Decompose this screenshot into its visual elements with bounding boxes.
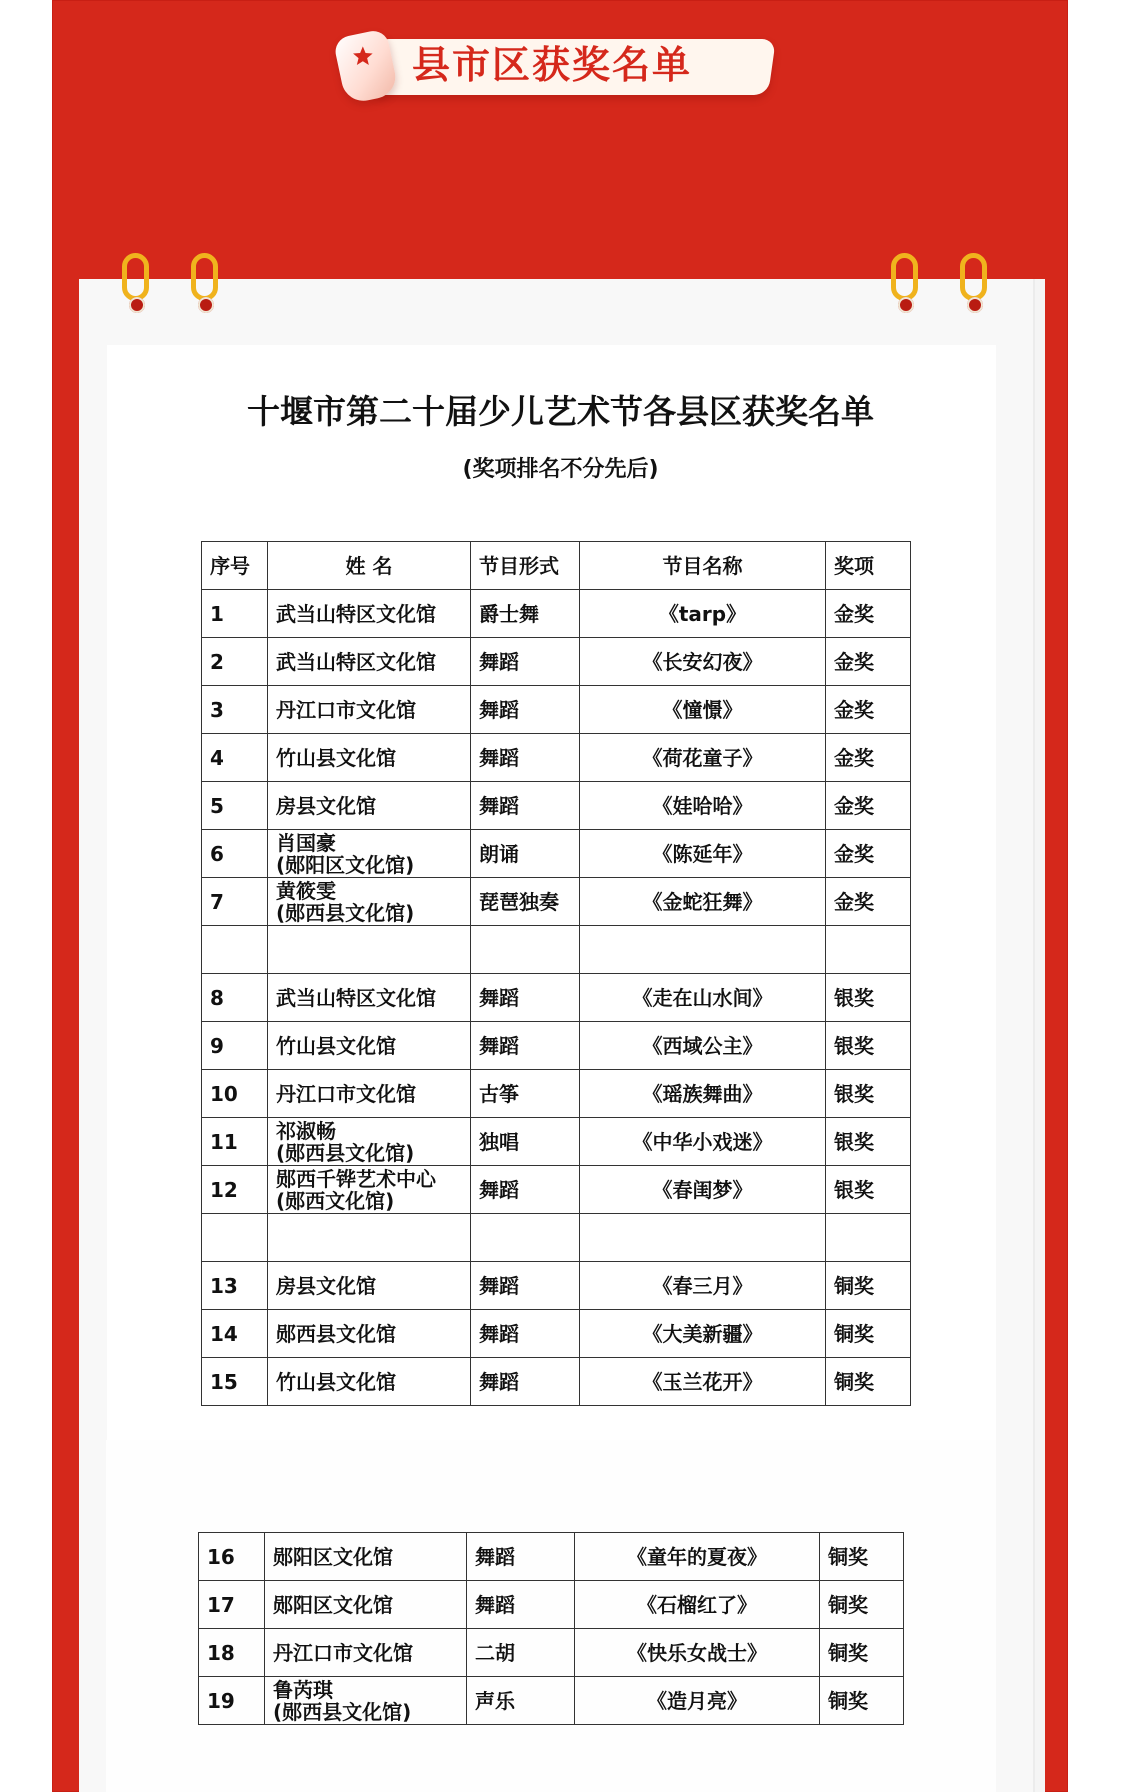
row-form: 舞蹈 (471, 974, 580, 1022)
binder-ring-right-1 (888, 253, 924, 311)
row-index: 2 (202, 638, 268, 686)
row-name: 郧西县文化馆 (268, 1310, 471, 1358)
row-name: 房县文化馆 (268, 1262, 471, 1310)
row-program: 《陈延年》 (580, 830, 826, 878)
row-award: 金奖 (826, 734, 911, 782)
table-row (202, 926, 911, 974)
row-form: 舞蹈 (471, 1310, 580, 1358)
row-index: 11 (202, 1118, 268, 1166)
row-index: 3 (202, 686, 268, 734)
row-name (268, 926, 471, 974)
row-form: 爵士舞 (471, 590, 580, 638)
table-row (202, 1022, 911, 1070)
row-award: 铜奖 (826, 1358, 911, 1406)
row-name: 竹山县文化馆 (268, 734, 471, 782)
ring-hole (129, 297, 145, 313)
row-name: 丹江口市文化馆 (268, 1070, 471, 1118)
row-form: 舞蹈 (471, 1022, 580, 1070)
row-program: 《tarp》 (580, 590, 826, 638)
row-program (580, 926, 826, 974)
header-index: 序号 (202, 542, 268, 590)
row-name: 武当山特区文化馆 (268, 638, 471, 686)
section-banner (339, 33, 776, 100)
table-row (202, 1214, 911, 1262)
row-form: 琵琶独奏 (471, 878, 580, 926)
row-name: 武当山特区文化馆 (268, 590, 471, 638)
row-form: 朗诵 (471, 830, 580, 878)
document-subtitle: (奖项排名不分先后) (462, 457, 659, 482)
row-name: 丹江口市文化馆 (268, 686, 471, 734)
table-row (202, 1118, 911, 1166)
document-title: 十堰市第二十届少儿艺术节各县区获奖名单 (247, 392, 874, 431)
table-row (202, 830, 911, 878)
row-program: 《中华小戏迷》 (580, 1118, 826, 1166)
row-index: 15 (202, 1358, 268, 1406)
row-index: 10 (202, 1070, 268, 1118)
row-award: 银奖 (826, 1022, 911, 1070)
row-award (826, 1214, 911, 1262)
header-program: 节目名称 (580, 542, 826, 590)
row-award: 金奖 (826, 686, 911, 734)
row-name: 郧阳区文化馆 (265, 1581, 467, 1629)
row-index: 19 (199, 1677, 265, 1725)
row-index: 1 (202, 590, 268, 638)
row-form: 舞蹈 (471, 686, 580, 734)
row-name: 祁淑畅 (郧西县文化馆) (268, 1118, 471, 1166)
binder-ring-left-2 (188, 253, 224, 311)
table-row (202, 1262, 911, 1310)
row-program: 《造月亮》 (575, 1677, 820, 1725)
row-program: 《金蛇狂舞》 (580, 878, 826, 926)
row-award: 银奖 (826, 1118, 911, 1166)
row-award: 银奖 (826, 974, 911, 1022)
row-form: 声乐 (467, 1677, 575, 1725)
row-form: 舞蹈 (467, 1581, 575, 1629)
row-form: 舞蹈 (471, 638, 580, 686)
header-name: 姓 名 (268, 542, 471, 590)
row-form: 独唱 (471, 1118, 580, 1166)
award-table-main (201, 541, 911, 1406)
ring-loop (191, 253, 218, 301)
row-name: 房县文化馆 (268, 782, 471, 830)
table-row (202, 1070, 911, 1118)
table-row (202, 1358, 911, 1406)
row-index (202, 1214, 268, 1262)
row-name: 郧西千铧艺术中心 (郧西文化馆) (268, 1166, 471, 1214)
row-award: 金奖 (826, 782, 911, 830)
row-award: 铜奖 (820, 1629, 904, 1677)
row-name: 丹江口市文化馆 (265, 1629, 467, 1677)
row-name: 郧阳区文化馆 (265, 1533, 467, 1581)
table-row (199, 1581, 904, 1629)
ring-loop (960, 253, 987, 301)
row-program: 《长安幻夜》 (580, 638, 826, 686)
binder-ring-left-1 (119, 253, 155, 311)
table-row (199, 1677, 904, 1725)
row-award: 铜奖 (820, 1533, 904, 1581)
row-name (268, 1214, 471, 1262)
row-program: 《西域公主》 (580, 1022, 826, 1070)
row-index: 8 (202, 974, 268, 1022)
row-program: 《荷花童子》 (580, 734, 826, 782)
table-row (202, 1166, 911, 1214)
row-award: 铜奖 (820, 1677, 904, 1725)
table-row (202, 590, 911, 638)
row-program: 《憧憬》 (580, 686, 826, 734)
ring-hole (898, 297, 914, 313)
row-award: 银奖 (826, 1070, 911, 1118)
row-index: 16 (199, 1533, 265, 1581)
table-row (202, 686, 911, 734)
star-icon (351, 44, 375, 68)
row-award: 金奖 (826, 590, 911, 638)
row-index: 13 (202, 1262, 268, 1310)
row-award: 银奖 (826, 1166, 911, 1214)
table-row (199, 1629, 904, 1677)
row-index (202, 926, 268, 974)
row-award: 铜奖 (820, 1581, 904, 1629)
ring-hole (198, 297, 214, 313)
row-form (471, 926, 580, 974)
row-form: 古筝 (471, 1070, 580, 1118)
row-index: 5 (202, 782, 268, 830)
table-row (202, 878, 911, 926)
row-name: 鲁芮琪 (郧西县文化馆) (265, 1677, 467, 1725)
row-form: 舞蹈 (467, 1533, 575, 1581)
row-form: 舞蹈 (471, 1358, 580, 1406)
row-index: 17 (199, 1581, 265, 1629)
table-row (202, 734, 911, 782)
table-row (199, 1533, 904, 1581)
award-table-continued (198, 1532, 904, 1725)
banner-title: 县市区获奖名单 (412, 43, 693, 87)
table-header-row (202, 542, 911, 590)
row-award: 金奖 (826, 878, 911, 926)
row-name: 武当山特区文化馆 (268, 974, 471, 1022)
row-index: 7 (202, 878, 268, 926)
row-index: 6 (202, 830, 268, 878)
row-program: 《瑶族舞曲》 (580, 1070, 826, 1118)
row-program: 《春三月》 (580, 1262, 826, 1310)
binder-ring-right-2 (957, 253, 993, 311)
row-index: 9 (202, 1022, 268, 1070)
row-index: 14 (202, 1310, 268, 1358)
row-program: 《娃哈哈》 (580, 782, 826, 830)
row-program: 《石榴红了》 (575, 1581, 820, 1629)
row-program: 《大美新疆》 (580, 1310, 826, 1358)
row-program (580, 1214, 826, 1262)
row-program: 《童年的夏夜》 (575, 1533, 820, 1581)
row-form (471, 1214, 580, 1262)
row-form: 二胡 (467, 1629, 575, 1677)
row-index: 12 (202, 1166, 268, 1214)
row-index: 18 (199, 1629, 265, 1677)
table-row (202, 1310, 911, 1358)
row-program: 《春闺梦》 (580, 1166, 826, 1214)
row-program: 《玉兰花开》 (580, 1358, 826, 1406)
table-row (202, 638, 911, 686)
row-program: 《走在山水间》 (580, 974, 826, 1022)
ring-hole (967, 297, 983, 313)
row-award: 铜奖 (826, 1262, 911, 1310)
row-form: 舞蹈 (471, 1166, 580, 1214)
header-award: 奖项 (826, 542, 911, 590)
row-name: 竹山县文化馆 (268, 1358, 471, 1406)
row-form: 舞蹈 (471, 1262, 580, 1310)
row-program: 《快乐女战士》 (575, 1629, 820, 1677)
row-award: 铜奖 (826, 1310, 911, 1358)
row-form: 舞蹈 (471, 782, 580, 830)
row-award: 金奖 (826, 830, 911, 878)
table-row (202, 974, 911, 1022)
ring-loop (122, 253, 149, 301)
ring-loop (891, 253, 918, 301)
row-index: 4 (202, 734, 268, 782)
row-award (826, 926, 911, 974)
row-name: 黄筱雯 (郧西县文化馆) (268, 878, 471, 926)
row-award: 金奖 (826, 638, 911, 686)
row-name: 竹山县文化馆 (268, 1022, 471, 1070)
header-form: 节目形式 (471, 542, 580, 590)
table-row (202, 782, 911, 830)
row-form: 舞蹈 (471, 734, 580, 782)
row-name: 肖国豪 (郧阳区文化馆) (268, 830, 471, 878)
